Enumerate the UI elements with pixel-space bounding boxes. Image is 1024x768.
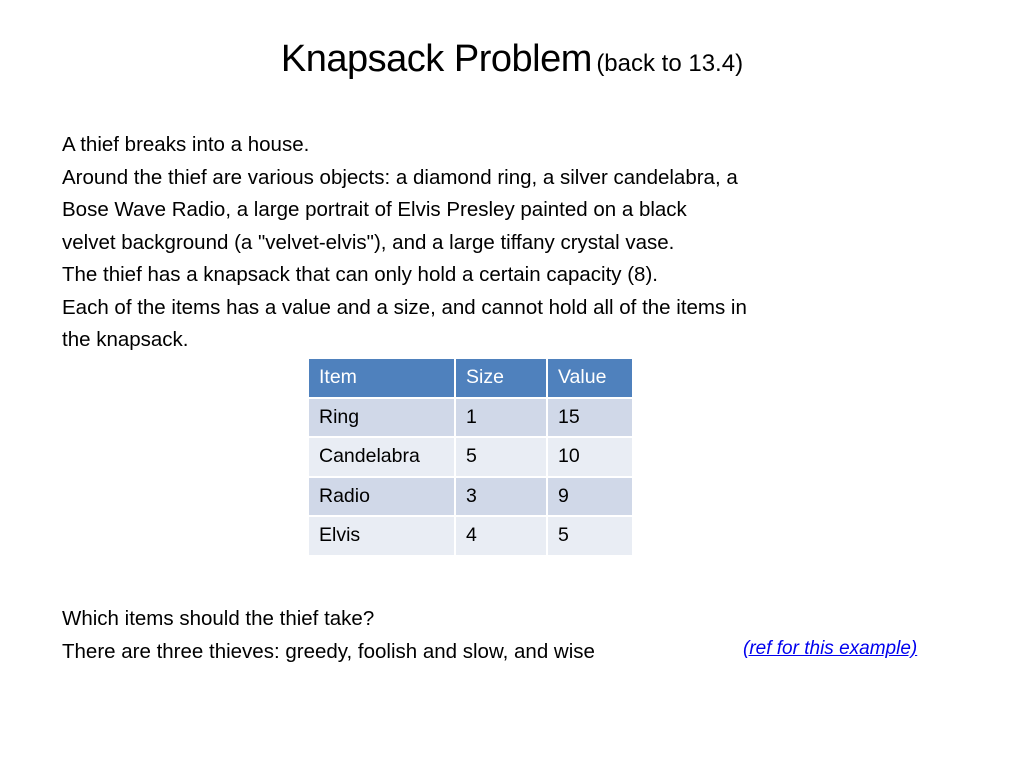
cell-size: 4 xyxy=(455,516,547,556)
column-header-value: Value xyxy=(547,358,633,398)
cell-value: 9 xyxy=(547,477,633,517)
paragraph-line: A thief breaks into a house. xyxy=(62,133,310,156)
paragraph-line: the knapsack. xyxy=(62,328,189,351)
title-back-reference: (back to 13.4) xyxy=(596,50,744,77)
cell-item: Elvis xyxy=(308,516,455,556)
cell-item: Ring xyxy=(308,398,455,438)
title-main: Knapsack Problem xyxy=(280,38,592,80)
cell-value: 15 xyxy=(547,398,633,438)
thieves-line: There are three thieves: greedy, foolish and slow, and wise xyxy=(62,640,595,663)
paragraph-line: velvet background (a "velvet-elvis"), and a large tiffany crystal vase. xyxy=(62,230,675,254)
paragraph-line: Bose Wave Radio, a large portrait of Elvis Presley painted on a black xyxy=(62,198,687,221)
items-table xyxy=(307,357,634,557)
cell-size: 1 xyxy=(455,398,547,438)
table-row xyxy=(308,477,633,517)
footer-text xyxy=(62,602,595,668)
question-line: Which items should the thief take? xyxy=(62,607,375,630)
paragraph-line: Each of the items has a value and a size, and cannot hold all of the items in xyxy=(62,295,747,319)
cell-size: 5 xyxy=(455,437,547,477)
ref-example-link[interactable]: (ref for this example) xyxy=(743,638,918,659)
table-row xyxy=(308,516,633,556)
body-text xyxy=(62,129,902,357)
cell-size: 3 xyxy=(455,477,547,517)
paragraph-line: Around the thief are various objects: a diamond ring, a silver candelabra, a xyxy=(62,165,738,189)
column-header-item: Item xyxy=(308,358,455,398)
table-header-row xyxy=(308,358,633,398)
cell-value: 5 xyxy=(547,516,633,556)
cell-item: Radio xyxy=(308,477,455,517)
table-row xyxy=(308,437,633,477)
column-header-size: Size xyxy=(455,358,547,398)
cell-item: Candelabra xyxy=(308,437,455,477)
paragraph-line: The thief has a knapsack that can only hold a certain capacity (8). xyxy=(62,263,658,286)
table-row xyxy=(308,398,633,438)
cell-value: 10 xyxy=(547,437,633,477)
slide-title xyxy=(0,38,1024,81)
